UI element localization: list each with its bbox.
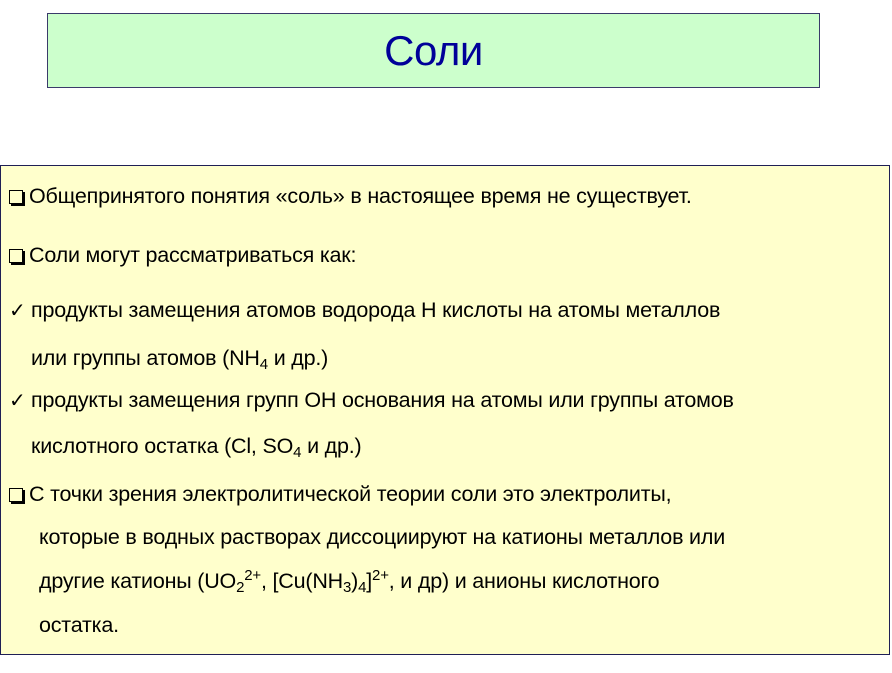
checkbox-square-icon	[9, 190, 23, 204]
text-part: и др.)	[301, 434, 362, 458]
check-item-2-line-1	[9, 388, 734, 412]
checkmark-icon: ✓	[9, 388, 26, 412]
subscript: 3	[342, 579, 352, 596]
bullet-text: Соли могут рассматриваться как:	[29, 243, 357, 267]
text-part: )	[351, 569, 359, 593]
text-part: и др.)	[267, 346, 329, 370]
bullet-item-3-line-1	[9, 482, 671, 506]
subscript: 4	[259, 356, 268, 373]
text-part: или группы атомов (NH	[31, 346, 260, 370]
text-part: , и др) и анионы кислотного	[388, 569, 660, 593]
bullet-item-3-line-3	[39, 567, 660, 596]
check-item-2-line-2	[31, 434, 362, 461]
bullet-item-3-line-4	[39, 613, 119, 637]
text-part: кислотного остатка (Cl, SO	[31, 434, 294, 458]
bullet-text: Общепринятого понятия «соль» в настоящее время не существует.	[29, 184, 692, 208]
bullet-item-1	[9, 184, 692, 208]
check-item-1-line-1	[9, 298, 720, 322]
title-box	[47, 13, 820, 88]
bullet-text: С точки зрения электролитической теории соли это электролиты,	[29, 482, 672, 506]
check-text: продукты замещения групп ОН основания на атомы или группы атомов	[31, 388, 734, 412]
subscript: 4	[358, 579, 367, 596]
page-title: Соли	[384, 26, 483, 74]
checkbox-square-icon	[9, 488, 23, 502]
text-part: остатка.	[39, 613, 119, 637]
checkbox-square-icon	[9, 249, 23, 263]
bullet-item-3-line-2	[39, 525, 725, 549]
text-part: которые в водных растворах диссоциируют на катионы металлов или	[39, 525, 726, 549]
text-part: , [Cu(NH	[260, 569, 343, 593]
text-part: ]	[366, 569, 373, 593]
text-part: другие катионы (UO	[39, 569, 237, 593]
content-box	[0, 165, 890, 655]
bullet-item-2	[9, 243, 356, 267]
checkmark-icon: ✓	[9, 298, 26, 322]
superscript: 2+	[372, 567, 389, 584]
superscript: 2+	[244, 567, 261, 584]
subscript: 4	[293, 444, 302, 461]
check-text: продукты замещения атомов водорода Н кислоты на атомы металлов	[31, 298, 721, 322]
subscript: 2	[236, 579, 245, 596]
check-item-1-line-2	[31, 346, 329, 373]
